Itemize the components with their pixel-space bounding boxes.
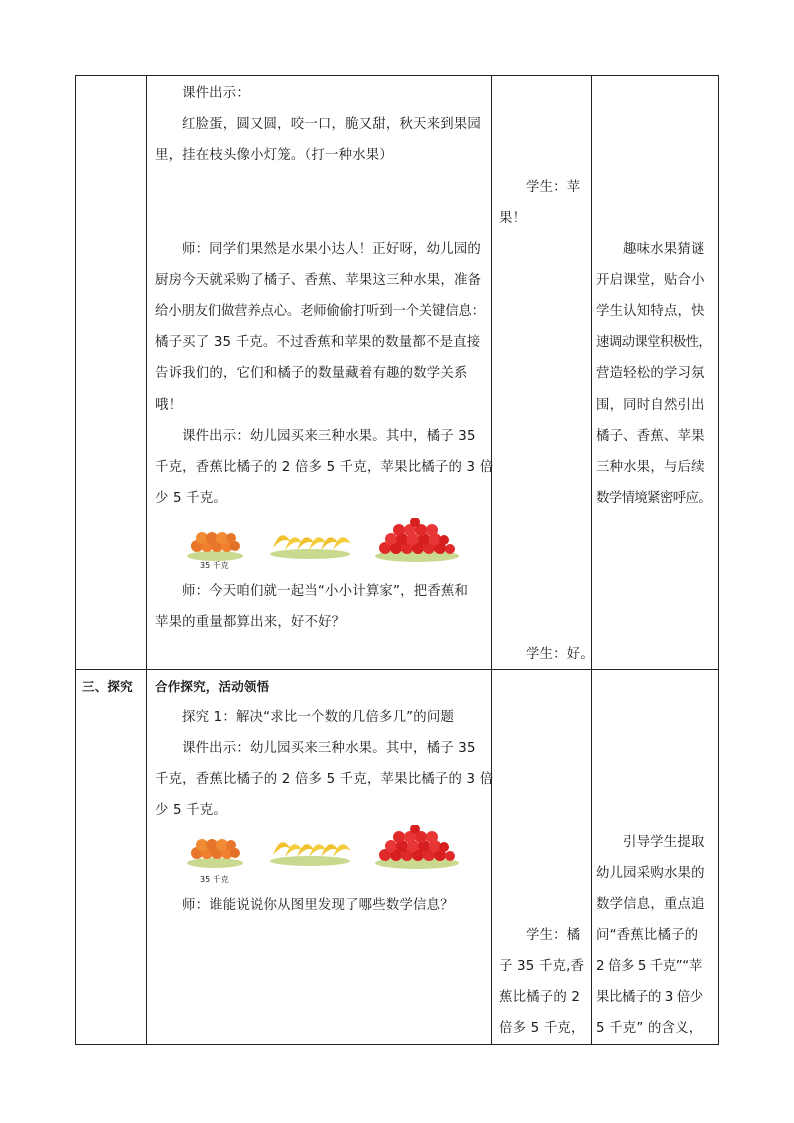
apples-image — [375, 825, 459, 869]
row1-design-7: 橘子、香蕉、苹果 — [596, 429, 705, 444]
row2-heading: 合作探究，活动领悟 — [155, 679, 270, 694]
row1-text-11: 千克，香蕉比橘子的 2 倍多 5 千克，苹果比橘子的 3 倍 — [155, 460, 494, 475]
row2-design-6: 果比橘子的 3 倍少 — [596, 990, 703, 1005]
row1-text-12: 少 5 千克。 — [155, 491, 227, 506]
col-divider-2 — [491, 75, 492, 1044]
row2-text-5: 师：谁能说说你从图里发现了哪些数学信息？ — [182, 898, 454, 913]
row1-design-1: 趣味水果猜谜 — [623, 242, 705, 257]
row1-student-1: 学生：苹 — [526, 180, 581, 195]
row2-design-2: 幼儿园采购水果的 — [596, 866, 705, 881]
apples-image — [375, 518, 459, 562]
row2-design-3: 数学信息，重点追 — [596, 897, 705, 912]
row1-text-3: 里，挂在枝头像小灯笼。（打一种水果） — [155, 148, 393, 163]
row1-text-4: 师：同学们果然是水果小达人！正好呀，幼儿园的 — [182, 242, 481, 257]
row1-text-1: 课件出示： — [182, 86, 250, 101]
oranges-weight-label-2: 35 千克 — [200, 875, 229, 884]
row1-text-9: 哦！ — [155, 398, 183, 413]
row1-text-2: 红脸蛋，圆又圆，咬一口，脆又甜，秋天来到果园 — [182, 117, 481, 132]
section-title: 三、探究 — [82, 679, 133, 694]
row1-design-8: 三种水果，与后续 — [596, 460, 705, 475]
row2-student-3: 蕉比橘子的 2 — [499, 990, 581, 1005]
row1-design-3: 学生认知特点，快 — [596, 304, 705, 319]
oranges-image — [187, 532, 243, 561]
bananas-image — [270, 535, 351, 559]
row1-text-5: 厨房今天就采购了橘子、香蕉、苹果这三种水果，准备 — [155, 273, 482, 288]
row2-student-1: 学生：橘 — [526, 928, 581, 943]
row1-student-3: 学生：好。 — [526, 647, 594, 662]
row2-student-2: 子 35 千克,香 — [499, 959, 585, 974]
row2-student-4: 倍多 5 千克， — [499, 1021, 585, 1036]
row1-design-2: 开启课堂，贴合小 — [596, 273, 705, 288]
row1-design-5: 营造轻松的学习氛 — [596, 366, 705, 381]
row1-design-9: 数学情境紧密呼应。 — [596, 491, 712, 506]
row2-design-7: 5 千克” 的含义， — [596, 1021, 703, 1036]
row2-design-5: 2 倍多 5 千克”“苹 — [596, 959, 702, 974]
row1-text-8: 告诉我们的，它们和橘子的数量藏着有趣的数学关系 — [155, 366, 468, 381]
bananas-image — [270, 842, 351, 866]
row2-text-2: 课件出示：幼儿园买来三种水果。其中，橘子 35 — [182, 741, 476, 756]
row2-text-1: 探究 1：解决“求比一个数的几倍多几”的问题 — [182, 710, 455, 725]
row2-text-3: 千克，香蕉比橘子的 2 倍多 5 千克，苹果比橘子的 3 倍 — [155, 772, 494, 787]
row1-text-14: 苹果的重量都算出来，好不好？ — [155, 615, 346, 630]
row1-text-13: 师：今天咱们就一起当“小小计算家”，把香蕉和 — [182, 584, 469, 599]
row2-text-4: 少 5 千克。 — [155, 803, 227, 818]
row1-design-4: 速调动课堂积极性， — [596, 335, 712, 350]
row2-design-1: 引导学生提取 — [623, 835, 705, 850]
fruit-illustration-2 — [185, 825, 465, 875]
row1-text-10: 课件出示：幼儿园买来三种水果。其中，橘子 35 — [182, 429, 476, 444]
row2-design-4: 问“香蕉比橘子的 — [596, 928, 699, 943]
row1-design-6: 围，同时自然引出 — [596, 398, 705, 413]
oranges-weight-label: 35 千克 — [200, 561, 229, 570]
col-divider-1 — [146, 75, 147, 1044]
row1-student-2: 果！ — [499, 211, 527, 226]
col-divider-3 — [591, 75, 592, 1044]
row-divider — [75, 669, 718, 670]
oranges-image — [187, 839, 243, 868]
row1-text-7: 橘子买了 35 千克。不过香蕉和苹果的数量都不是直接 — [155, 335, 481, 350]
row1-text-6: 给小朋友们做营养点心。老师偷偷打听到一个关键信息： — [155, 304, 485, 319]
